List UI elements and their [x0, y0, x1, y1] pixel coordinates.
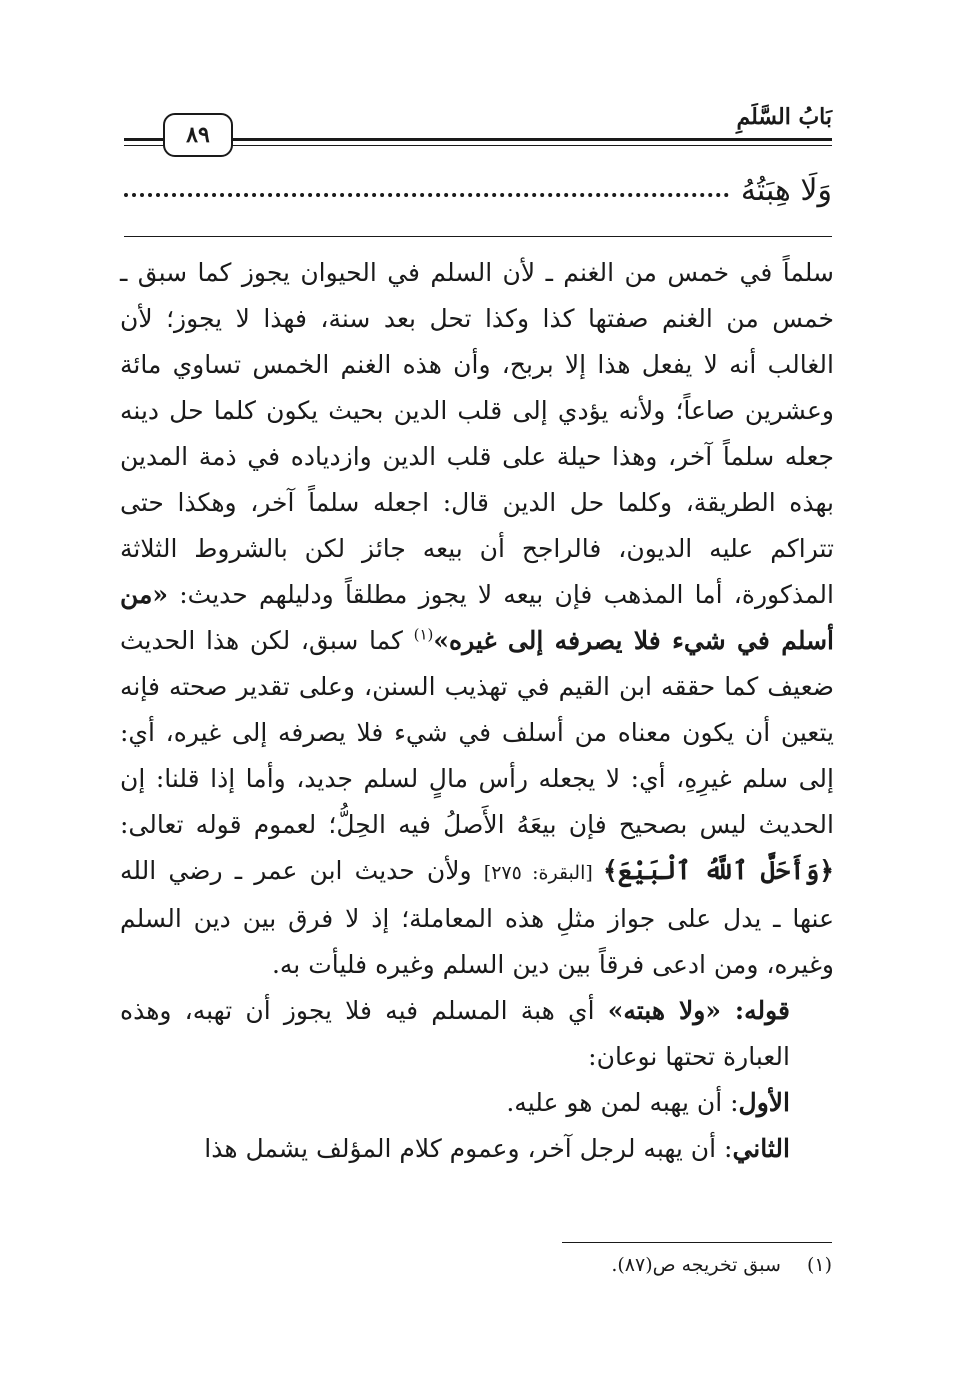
paragraph-1-part-a: سلماً في خمس من الغنم ـ لأن السلم في الحيوان يجوز كما سبق ـ خمس من الغنم صفتها كذا وكذا تحل بعد سنة، فهذا لا يجوز؛ لأن الغالب أنه لا يفعل هذا إلا بربح، وأن هذه الغنم الخمس تساوي مائة وعشرين صاعاً؛ ولأنه يؤدي إلى قلب الدين بحيث يكون كلما حل دينه جعله سلماً آخر، وهذا حيلة على قلب الدين وازدياده في ذمة المدين بهذه الطريقة، وكلما حل الدين قال: اجعله سلماً آخر، وهكذا حتى تتراكم عليه الديون، فالراجح أن بيعه جائز لكن بالشروط الثلاثة المذكورة، أما المذهب فإن بيعه لا يجوز مطلقاً ودليلهم حديث:	[120, 258, 834, 609]
paragraph-1-part-c: ولأن حديث ابن عمر ـ رضي الله عنها ـ يدل على جواز مثلِ هذه المعاملة؛ إذ لا فرق بين دين السلم وغيره، ومن ادعى فرقاً بين دين السلم وغيره فليأت به.	[120, 856, 834, 979]
header-rule-thin	[230, 145, 832, 146]
paragraph-1	[120, 250, 834, 988]
footnote-text: سبق تخريجه ص(٨٧).	[611, 1254, 781, 1276]
paragraph-1-part-b: كما سبق، لكن هذا الحديث ضعيف كما حققه ابن القيم في تهذيب السنن، وعلى تقدير صحته فإنه يتعين أن يكون معناه من أسلف في شيء فلا يصرفه إلى غيره، أي: إلى سلم غيرِهِ، أي: لا يجعله رأس مالٍ لسلم جديد، وأما إذا قلنا: إن الحديث ليس بصحيح فإن بيعَهُ الأَصلُ فيه الحِلُّ؛ لعموم قوله تعالى:	[120, 626, 834, 839]
commentary-body	[120, 250, 834, 1172]
paragraph-2-text: أي هبة المسلم فيه فلا يجوز أن تهبه، وهذه العبارة تحتها نوعان:	[120, 996, 790, 1071]
paragraph-2	[120, 988, 834, 1080]
matn-divider	[124, 236, 832, 237]
footnote-mark: (١)	[806, 1254, 832, 1276]
surah-reference: [البقرة: ٢٧٥]	[483, 862, 604, 884]
quran-ayah: ﴿وَأَحَلَّ ٱللَّهُ ٱلْبَيْعَ﴾	[603, 856, 834, 885]
footnote-marker: (١)	[413, 625, 434, 644]
paragraph-4-text: : أن يهبه لرجل آخر، وعموم كلام المؤلف يشمل هذا	[204, 1134, 733, 1163]
page-number: ٨٩	[163, 113, 233, 157]
second-type-label: الثاني	[732, 1134, 790, 1163]
first-type-label: الأول	[738, 1088, 790, 1117]
quote-label: قوله: «ولا هبته»	[607, 996, 791, 1025]
footnote	[611, 1254, 832, 1276]
paragraph-3-text: : أن يهبه لمن هو عليه.	[506, 1088, 739, 1117]
header-rule-left-thin	[124, 145, 164, 146]
header-rule-left-thick	[124, 138, 164, 141]
paragraph-3	[120, 1080, 834, 1126]
paragraph-4	[120, 1126, 834, 1172]
matn-dot-leader	[124, 193, 729, 197]
footnote-divider	[562, 1242, 832, 1243]
matn-text: وَلَا هِبَتُهُ	[740, 172, 832, 208]
matn-line	[124, 160, 832, 220]
hadith-quote: «من أسلم في شيء فلا يصرفه إلى غيره»	[120, 580, 835, 655]
header-rule-thick	[230, 138, 832, 141]
chapter-title: بَابُ السَّلَمِ	[736, 104, 832, 130]
